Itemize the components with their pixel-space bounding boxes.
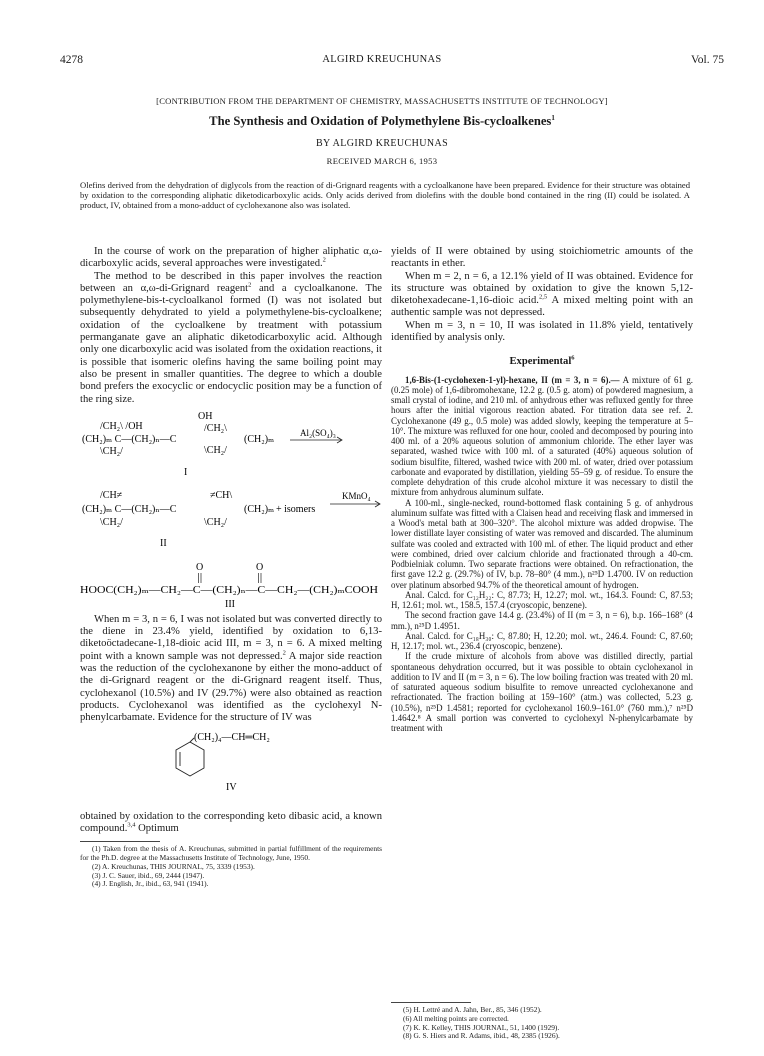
citation-ref: 2: [248, 281, 252, 289]
scheme-compound-III: [80, 561, 382, 611]
section-heading: [391, 356, 693, 368]
formula-III: HOOC(CH₂)ₘ—CH₂—C—(CH₂)ₙ—C—CH₂—(CH₂)ₘCOOH: [80, 584, 378, 596]
paragraph-text: In the course of work on the preparation of higher aliphatic α,ω-dicarboxylic acids, several approaches were investigated.: [80, 246, 382, 270]
paragraph-text: When m = 2, n = 6, a 12.1% yield of II was obtained. Evidence for its structure was obtained by oxidation to give the known 5,12-diketohexadecane-1,16-dioic acid.: [391, 270, 693, 307]
procedure-title: 1,6-Bis-(1-cyclohexen-1-yl)-hexane, II (m = 3, n = 6).—: [405, 374, 620, 385]
contribution-line: [CONTRIBUTION FROM THE DEPARTMENT OF CHEMISTRY, MASSACHUSETTS INSTITUTE OF TECHNOLOGY]: [156, 96, 608, 106]
running-head: ALGIRD KREUCHUNAS: [322, 54, 442, 65]
chem-label: (CH₂)ₘ: [244, 503, 275, 515]
isomers-label: + isomers: [276, 503, 316, 515]
footnote: (1) Taken from the thesis of A. Kreuchunas, submitted in partial fulfillment of the requirements for the Ph.D. degree at the Massachusetts Institute of Technology, June, 1950.: [80, 844, 382, 862]
side-chain-label: (CH₂)₄—CH═CH₂: [194, 731, 270, 743]
title-text: The Synthesis and Oxidation of Polymethylene Bis-cycloalkenes: [209, 114, 552, 128]
paragraph: [80, 271, 382, 406]
footnote: (8) G. S. Hiers and R. Adams, ibid., 48, 2385 (1926).: [403, 1031, 560, 1041]
chem-label: \CH₂/: [100, 445, 123, 457]
paragraph-text: A mixture of 61 g. (0.25 mole) of 1,6-dibromohexane, 12.2 g. (0.5 g. atom) of powdered magnesium, a small crystal of iodine, and 210 ml. of anhydrous ether was refluxed gently for three hours after the initial vigorous reaction abated. For titration data see ref. 2. Cyclohexanone (49 g., 0.5 mole) was added slowly, keeping the temperature at 5–10°. The mixture was refluxed for one hour, cooled and decomposed by pouring into 400 ml. of a 20% aqueous solution of ammonium chloride. The ether layer was separated, washed twice with 100 ml. of a saturated (40%) aqueous solution of sodium bisulfite, filtered, washed twice with 200 ml. of water, dried over potassium carbonate and evaporated by distillation, yielding 55–59 g. of residue. To ensure the complete dehydration of this crude alcohol mixture it was necessary to distil the mixture from anhydrous aluminum sulfate.: [391, 374, 693, 498]
paragraph: [80, 246, 382, 271]
footnote: (3) J. C. Sauer, ibid., 69, 2444 (1947).: [92, 870, 205, 880]
chem-label: /CH₂\: [204, 422, 227, 434]
reagent-label: KMnO₄: [342, 490, 371, 501]
abstract: Olefins derived from the dehydration of diglycols from the reaction of di-Grignard reagents with a cycloalkanone have been prepared. Evidence for their structure was obtained by oxidation to the corresponding aliphatic diketodicarboxylic acids. Only acids derived from diolefins with the double bond contained in the ring (II) could be isolated. A product, IV, obtained from a mono-adduct of cyclohexanone also was isolated.: [80, 180, 690, 211]
paragraph: yields of II were obtained by using stoichiometric amounts of the reactants in ether.: [391, 246, 693, 270]
compound-label: I: [184, 466, 188, 478]
chem-label: \CH₂/: [100, 516, 123, 528]
scheme-compound-I: [80, 409, 382, 485]
paragraph-text: When m = 3, n = 6, I was not isolated but was converted directly to the diene in 23.4% yield, identified by oxidation to 6,13-diketoöctadecane-1,18-dioic acid III, m = 3, n = 6. A mixed melting point with a known sample was not depressed.: [80, 613, 382, 662]
chem-label: ≠CH\: [210, 489, 233, 501]
chem-label: /CH₂\ /OH: [100, 420, 143, 432]
paragraph: [391, 375, 693, 498]
hydroxyl-label: OH: [198, 410, 213, 422]
page-number: 4278: [60, 54, 83, 66]
right-footnotes: [391, 996, 693, 1041]
compound-label: IV: [226, 781, 237, 793]
paragraph: A 100-ml., single-necked, round-bottomed flask containing 5 g. of anhydrous aluminum sulfate was fitted with a Claisen head and receiving flask and immersed in a Wood's metal bath at 300–320°. The alcohol mixture was added dropwise. The lower distillate layer consisting of water was removed and discarded. The aluminum sulfate was cooled and extracted with 100 ml. of ether. The liquid product and ether were combined, dried over calcium chloride and fractionated through a 40-cm. Podbielniak column. Two separate fractions were obtained. On refractionation, the first gave 12.2 g. (29.7%) of IV, b.p. 78–80° (4 mm.), n²⁵D 1.4700. IV on reduction over platinum absorbed 94.7% of the theoretical amount of hydrogen.: [391, 497, 693, 590]
reagent-label: Al₂(SO₄)₃: [300, 427, 336, 438]
footnote-divider: [80, 841, 160, 842]
paragraph: [80, 811, 382, 836]
paragraph: The second fraction gave 14.4 g. (23.4%) of II (m = 3, n = 6), b.p. 166–168° (4 mm.), n²⁵D 1.4951.: [391, 610, 693, 631]
citation-ref: 2: [282, 649, 286, 657]
scheme-compound-II: [80, 488, 382, 558]
citation-ref: 2,5: [538, 293, 548, 301]
paragraph: If the crude mixture of alcohols from above was distilled directly, partial spontaneous dehydration occurred, but it was possible to obtain cyclohexanol in addition to IV and II (m = 3, n = 6). The low boiling fraction was treated with 20 ml. of saturated aqueous sodium bisulfite to remove unreacted cyclohexanone and refractionated. The fraction boiling at 159–160° (atm.) was collected, 5.23 g. (10.5%), n²⁵D 1.4581; reported for cyclohexanol 160.9–161.0° (760 mm.),⁷ n²⁵D 1.4642.⁸ A small portion was converted to cyclohexyl N-phenylcarbamate by treatment with: [391, 651, 693, 734]
compound-label: II: [160, 537, 167, 549]
chem-label: (CH₂)ₘ: [244, 433, 275, 445]
analysis-paragraph: Anal. Calcd. for C₁₂H₂₂: C, 87.73; H, 12.27; mol. wt., 164.3. Found: C, 87.53; H, 12.61; mol. wt., 158.5, 157.4 (cryoscopic, benzene).: [391, 589, 693, 611]
analysis-paragraph: Anal. Calcd. for C₁₈H₃₀: C, 87.80; H, 12.20; mol. wt., 246.4. Found: C, 87.60; H, 12.17; mol. wt., 236.4 (cryoscopic, benzene).: [391, 630, 693, 652]
paragraph-text: A major side reaction was the reduction of the cyclohexanone by either the mono-adduct of the di-Grignard reagent or the di-Grignard reagent itself. Thus, cyclohexanol (10.5%) and IV (29.7%) were also obtained as reaction products. Cyclohexanol was identified as the cyclohexyl N-phenylcarbamate. Evidence for the structure of IV was: [80, 650, 382, 724]
paragraph: [80, 614, 382, 725]
footnote-divider: [391, 1002, 471, 1003]
scheme-compound-IV: [80, 728, 382, 808]
volume-label: Vol. 75: [690, 54, 724, 66]
paragraph-text: obtained by oxidation to the corresponding keto dibasic acid, a known compound.: [80, 810, 382, 834]
paragraph-text: and a cycloalkanone. The polymethylene-bis-t-cycloalkanol formed (I) was not isolated but subsequently dehydrated to yield a polymethylene-bis-cycloalkene; oxidation of the cycloalkene by treatment with potassium permanganate gave an aliphatic diketodicarboxylic acid. Although only one dicarboxylic acid was isolated from the oxidation reactions, it is possible that isomeric olefins having the same boiling point may also be present in smaller quantities. The degree to which a double bond prefers the exocyclic or endocyclic position may be a function of the ring size.: [80, 282, 382, 405]
footnote: (7) K. K. Kelley, THIS JOURNAL, 51, 1400 (1929).: [403, 1022, 560, 1032]
paragraph: [391, 271, 693, 320]
left-column: [80, 246, 382, 889]
paragraph-text: The method to be described in this paper involves the reaction between an α,ω-di-Grignard reagent: [80, 270, 382, 294]
footnote: (2) A. Kreuchunas, THIS JOURNAL, 75, 3339 (1953).: [92, 861, 255, 871]
paragraph: When m = 3, n = 10, II was isolated in 11.8% yield, tentatively identified by analysis only.: [391, 319, 693, 344]
author-line: BY ALGIRD KREUCHUNAS: [315, 138, 449, 149]
title-footnote-ref: 1: [551, 113, 555, 122]
right-column: [391, 246, 693, 733]
chem-label: \CH₂/: [204, 444, 227, 456]
citation-ref: 3,4: [127, 821, 136, 829]
paper-title: [0, 114, 764, 129]
chem-label: (CH₂)ₘ C—(CH₂)ₙ—C: [82, 433, 177, 445]
footnote: (5) H. Lettré and A. Jahn, Ber., 85, 346 (1952).: [403, 1005, 542, 1014]
compound-label: III: [225, 598, 235, 610]
citation-ref: 2: [322, 256, 326, 264]
chem-label: /CH≠: [100, 489, 123, 501]
paragraph-text: A mixed melting point with an authentic sample was not depressed.: [391, 295, 693, 319]
received-date: RECEIVED MARCH 6, 1953: [326, 156, 438, 166]
heading-text: Experimental: [509, 356, 572, 368]
citation-ref: 6: [571, 354, 575, 362]
footnote: (4) J. English, Jr., ibid., 63, 941 (1941).: [92, 879, 209, 889]
footnote: (6) All melting points are corrected.: [403, 1013, 509, 1023]
chem-label: \CH₂/: [204, 516, 227, 528]
paragraph-text: Optimum: [135, 822, 179, 834]
chem-label: O: [256, 561, 264, 573]
chem-label: (CH₂)ₘ C—(CH₂)ₙ—C: [82, 503, 177, 515]
chem-label: O: [196, 561, 204, 573]
